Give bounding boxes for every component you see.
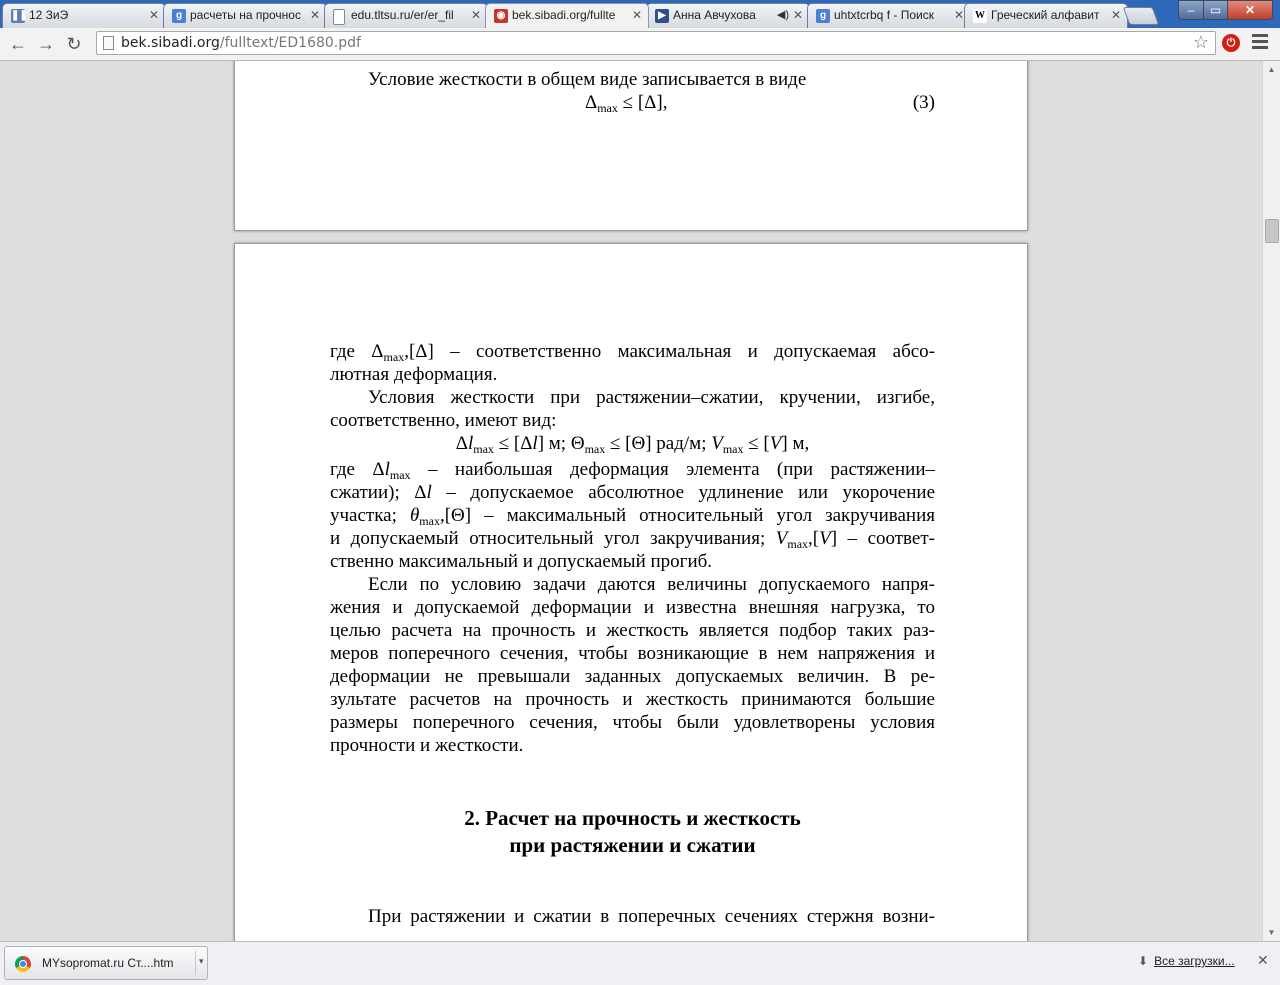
section-heading-line: при растяжении и сжатии	[509, 833, 756, 857]
paragraph-line: где $\Delta l_{max}$ – наибольшая деформация элемента (при растяжении–	[330, 459, 935, 482]
bookmark-star-icon[interactable]: ☆	[1192, 32, 1209, 52]
menu-icon[interactable]	[1252, 34, 1268, 52]
pause-icon: ❚❚	[11, 10, 28, 21]
url-path: /fulltext/ED1680.pdf	[219, 35, 361, 51]
paragraph-line: Условия жесткости при растяжении–сжатии, кручении, изгибе,	[368, 387, 935, 408]
download-arrow-icon: ⬇	[1138, 954, 1149, 968]
paragraph-line: прочности и жесткости.	[330, 735, 524, 756]
reload-icon[interactable]: ↻	[66, 34, 82, 54]
close-tab-icon[interactable]: ✕	[1110, 8, 1121, 22]
paragraph-line: меров поперечного сечения, чтобы возникающие в нем напряжения и	[330, 643, 935, 664]
minimize-button[interactable]: –	[1178, 0, 1204, 20]
paragraph-line: соответственно, имеют вид:	[330, 410, 557, 431]
equation-3	[330, 91, 935, 119]
paragraph-line: жения и допускаемой деформации и известна внешняя нагрузка, то	[330, 597, 935, 618]
all-downloads-link[interactable]	[1138, 954, 1235, 968]
paragraph-line: размеры поперечного сечения, чтобы были удовлетворены условия	[330, 712, 935, 733]
video-icon: ▶	[655, 9, 669, 23]
tab-5[interactable]	[646, 3, 810, 28]
tab-label: edu.tltsu.ru/er/er_fil	[351, 8, 454, 22]
vertical-scrollbar[interactable]	[1262, 61, 1280, 941]
paragraph-line: целью расчета на прочность и жесткость является подбор таких раз-	[330, 620, 935, 641]
tab-6[interactable]	[807, 3, 971, 28]
stiffness-conditions-equation: $\Delta l_{max} \le [\Delta l]$ м; $\Theta_{max} \le [\Theta]$ рад/м; $V_{max} \le [V]$ м,	[455, 433, 810, 456]
paragraph-line: сжатии); Δl – допускаемое абсолютное удлинение или укорочение	[330, 482, 936, 503]
pdf-viewer	[0, 61, 1262, 941]
paragraph-line: и допускаемый относительный угол закручивания; $V_{max},[V]$ – соответ-	[330, 528, 935, 551]
paragraph-line: деформации не превышали заданных допускаемых величин. В ре-	[330, 666, 935, 687]
url-text[interactable]	[121, 35, 361, 51]
doc-text-block	[330, 68, 935, 119]
paragraph-line: где $\Delta_{max},[\Delta]$ – соответственно максимальная и допускаемая абсо-	[330, 341, 935, 364]
new-tab-button[interactable]	[1123, 7, 1160, 25]
tab-1[interactable]	[2, 3, 166, 28]
scroll-up-arrow-icon[interactable]: ▲	[1267, 65, 1276, 74]
tab-label: Греческий алфавит	[991, 8, 1100, 22]
google-search-icon: g	[816, 9, 830, 23]
tab-4-active[interactable]	[485, 3, 649, 28]
paragraph-line: Условие жесткости в общем виде записывается в виде	[368, 69, 807, 90]
eq-relation: ≤ [Δ],	[617, 92, 668, 113]
browser-toolbar	[0, 28, 1280, 61]
eq-symbol: Δ	[585, 92, 598, 113]
paragraph-line: Если по условию задачи даются величины допускаемого напря-	[368, 574, 935, 595]
eq-subscript: max	[597, 101, 618, 115]
equation-number: (3)	[912, 92, 935, 113]
close-window-button[interactable]: ✕	[1227, 0, 1273, 20]
close-tab-icon[interactable]: ✕	[792, 8, 803, 22]
url-host: bek.sibadi.org	[121, 35, 220, 51]
section-heading-line: 2. Расчет на прочность и жесткость	[464, 806, 801, 830]
pdf-icon: ◉	[494, 9, 508, 23]
close-tab-icon[interactable]: ✕	[631, 8, 642, 22]
paragraph-line: зультате расчетов на прочность и жесткость принимаются большие	[330, 689, 935, 710]
address-bar[interactable]	[96, 31, 1216, 55]
close-download-bar-icon[interactable]: ✕	[1257, 952, 1269, 968]
tab-label: Анна Авчухова	[673, 8, 756, 22]
section-heading	[330, 805, 935, 859]
sound-icon: ◀)	[776, 9, 789, 21]
tab-2[interactable]	[163, 3, 327, 28]
pdf-page	[234, 243, 1028, 941]
close-tab-icon[interactable]: ✕	[148, 8, 159, 22]
tab-label: bek.sibadi.org/fullte	[512, 8, 616, 22]
divider	[195, 951, 196, 975]
dropdown-arrow-icon[interactable]: ▾	[199, 956, 204, 966]
paragraph-line: лютная деформация.	[330, 364, 498, 385]
page-icon	[103, 36, 114, 50]
doc-text-block	[330, 340, 935, 928]
pdf-page	[234, 61, 1028, 231]
back-arrow-icon[interactable]: ←	[9, 34, 27, 54]
close-tab-icon[interactable]: ✕	[309, 8, 320, 22]
all-downloads-label: Все загрузки...	[1154, 954, 1235, 968]
wikipedia-icon: W	[975, 10, 985, 21]
tab-label: расчеты на прочнос	[190, 8, 301, 22]
tab-7[interactable]	[964, 3, 1128, 28]
scrollbar-thumb[interactable]	[1265, 219, 1279, 243]
close-tab-icon[interactable]: ✕	[953, 8, 964, 22]
maximize-button[interactable]: ▭	[1203, 0, 1228, 20]
paragraph-line: ственно максимальный и допускаемый прогиб.	[330, 551, 713, 572]
paragraph-line: участка; $\theta_{max},[\Theta]$ – максимальный относительный угол закручивания	[330, 505, 935, 528]
tab-label: 12 ЗиЭ	[29, 8, 69, 22]
scroll-down-arrow-icon[interactable]: ▼	[1267, 928, 1276, 937]
download-item[interactable]	[4, 946, 208, 980]
download-bar	[0, 941, 1280, 985]
adblock-extension-icon[interactable]: ⏻	[1222, 34, 1240, 52]
google-search-icon: g	[172, 9, 186, 23]
forward-arrow-icon[interactable]: →	[37, 34, 55, 54]
download-filename: MYsopromat.ru Ст....htm	[42, 956, 174, 970]
tab-3[interactable]	[324, 3, 488, 28]
close-tab-icon[interactable]: ✕	[470, 8, 481, 22]
paragraph-line: При растяжении и сжатии в поперечных сечениях стержня возни-	[368, 906, 935, 927]
tab-strip	[0, 0, 1280, 28]
page-icon	[333, 9, 345, 25]
tab-label: uhtxtcrbq f - Поиск	[834, 8, 934, 22]
chrome-icon	[15, 956, 31, 972]
